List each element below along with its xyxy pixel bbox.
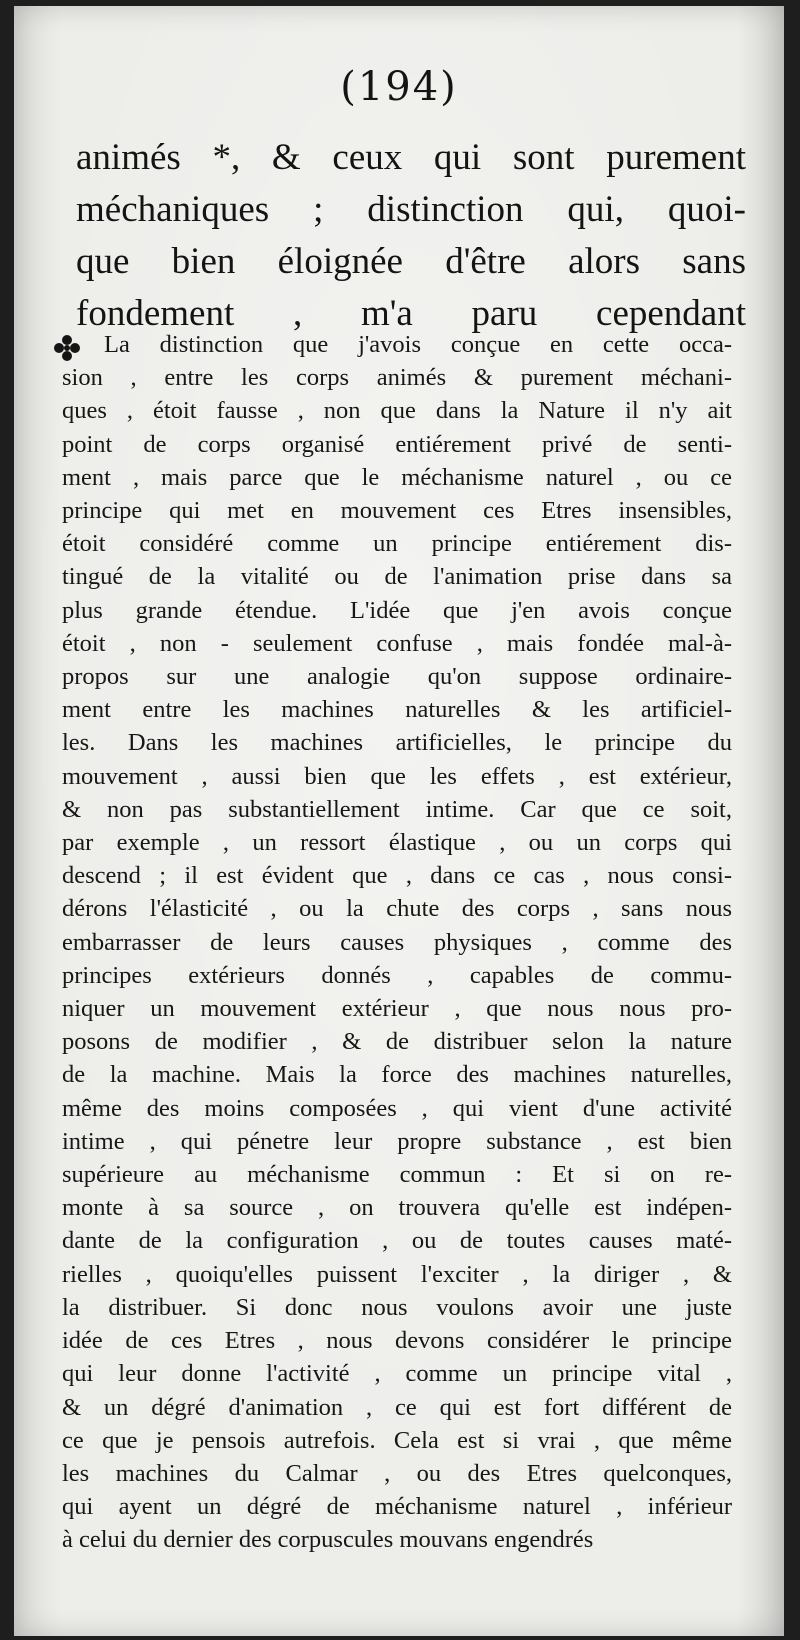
footnote-line: de la machine. Mais la force des machines naturelles, <box>62 1061 732 1089</box>
footnote-line: ment entre les machines naturelles & les artificiel- <box>62 696 732 724</box>
footnote-line: plus grande étendue. L'idée que j'en avois conçue <box>62 596 732 624</box>
footnote-line: & un dégré d'animation , ce qui est fort différent de <box>62 1393 732 1421</box>
footnote-line: idée de ces Etres , nous devons considérer le principe <box>62 1327 732 1355</box>
footnote-line: posons de modifier , & de distribuer selon la nature <box>62 1028 732 1056</box>
main-text-line: fondement , m'a paru cependant <box>76 293 746 334</box>
footnote-line: intime , qui pénetre leur propre substance , est bien <box>62 1127 732 1155</box>
footnote-line: niquer un mouvement extérieur , que nous nous pro- <box>62 995 732 1023</box>
footnote-line: dérons l'élasticité , ou la chute des corps , sans nous <box>62 895 732 923</box>
footnote-line: supérieure au méchanisme commun : Et si on re- <box>62 1161 732 1189</box>
footnote-line: principes extérieurs donnés , capables de commu- <box>62 961 732 989</box>
footnote-line: mouvement , aussi bien que les effets , est extérieur, <box>62 762 732 790</box>
page-number: (194) <box>340 64 458 110</box>
footnote-block <box>62 328 732 1557</box>
footnote-line: étoit considéré comme un principe entiérement dis- <box>62 530 732 558</box>
main-text-block <box>76 132 746 340</box>
footnote-line: sion , entre les corps animés & purement méchani- <box>62 364 732 392</box>
footnote-line: rielles , quoiqu'elles puissent l'exciter , la diriger , & <box>62 1260 732 1288</box>
footnote-line: ment , mais parce que le méchanisme naturel , ou ce <box>62 463 732 491</box>
main-text-line: que bien éloignée d'être alors sans <box>76 241 746 282</box>
footnote-line: propos sur une analogie qu'on suppose ordinaire- <box>62 663 732 691</box>
footnote-line: descend ; il est évident que , dans ce cas , nous consi- <box>62 862 732 890</box>
footnote-line: étoit , non - seulement confuse , mais fondée mal-à- <box>62 629 732 657</box>
footnote-line: embarrasser de leurs causes physiques , comme des <box>62 928 732 956</box>
footnote-line: la distribuer. Si donc nous voulons avoir une juste <box>62 1293 732 1321</box>
footnote-line: principe qui met en mouvement ces Etres insensibles, <box>62 497 732 525</box>
footnote-line: dante de la configuration , ou de toutes causes maté- <box>62 1227 732 1255</box>
footnote-line: & non pas substantiellement intime. Car que ce soit, <box>62 795 732 823</box>
footnote-line: les machines du Calmar , ou des Etres quelconques, <box>62 1459 732 1487</box>
footnote-line: ques , étoit fausse , non que dans la Nature il n'y ait <box>62 397 732 425</box>
main-text-line: méchaniques ; distinction qui, quoi- <box>76 189 746 230</box>
footnote-line: même des moins composées , qui vient d'une activité <box>62 1094 732 1122</box>
footnote-line: qui leur donne l'activité , comme un principe vital , <box>62 1360 732 1388</box>
footnote-line: tingué de la vitalité ou de l'animation prise dans sa <box>62 563 732 591</box>
main-text-line: animés *, & ceux qui sont purement <box>76 137 746 178</box>
footnote-line: par exemple , un ressort élastique , ou un corps qui <box>62 829 732 857</box>
footnote-line: point de corps organisé entiérement privé de senti- <box>62 430 732 458</box>
footnote-line: les. Dans les machines artificielles, le principe du <box>62 729 732 757</box>
footnote-line: à celui du dernier des corpuscules mouvans engendrés <box>62 1526 594 1554</box>
footnote-line: ce que je pensois autrefois. Cela est si vrai , que même <box>62 1426 732 1454</box>
footnote-line: qui ayent un dégré de méchanisme naturel , inférieur <box>62 1493 732 1521</box>
footnote-line: monte à sa source , on trouvera qu'elle est indépen- <box>62 1194 732 1222</box>
footnote-line: La distinction que j'avois conçue en cette occa- <box>104 331 732 358</box>
